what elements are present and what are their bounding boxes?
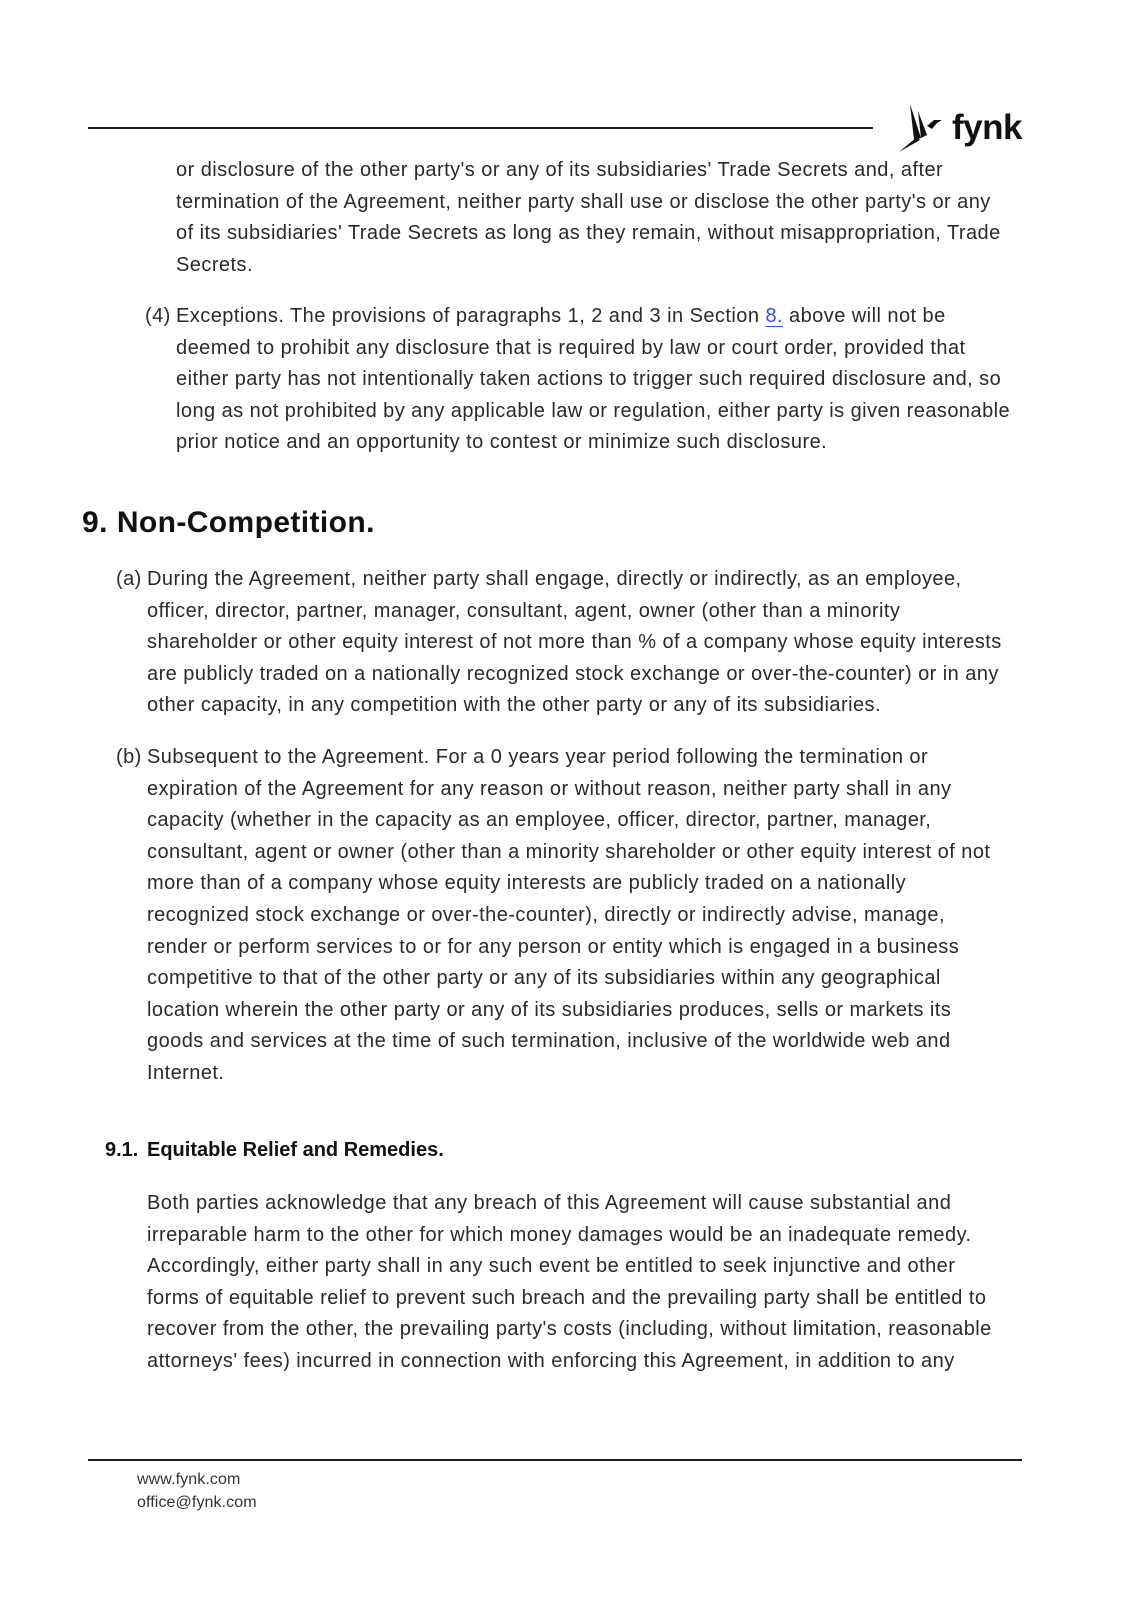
- paragraph-line: capacity (whether in the capacity as an employee, officer, director, partner, manager,: [147, 809, 932, 832]
- paragraph-line: recognized stock exchange or over-the-counter), directly or indirectly advise, manage,: [147, 903, 945, 926]
- paragraph-line: other capacity, in any competition with the other party or any of its subsidiaries.: [147, 694, 881, 717]
- paragraph-line: goods and services at the time of such termination, inclusive of the worldwide web and: [147, 1030, 951, 1053]
- subsection-title: Equitable Relief and Remedies.: [147, 1139, 444, 1161]
- paragraph-line: consultant, agent or owner (other than a minority shareholder or other equity interest of not: [147, 840, 991, 863]
- subsection-heading: [105, 1135, 605, 1167]
- section-8-link[interactable]: 8.: [765, 305, 784, 327]
- footer-rule: [88, 1459, 1022, 1461]
- footer-website-link[interactable]: www.fynk.com: [137, 1471, 241, 1488]
- section-heading: [82, 505, 375, 541]
- paragraph-line: officer, director, partner, manager, consultant, agent, owner (other than a minority: [147, 599, 901, 622]
- paragraph-line: location wherein the other party or any of its subsidiaries produces, sells or markets its: [147, 998, 952, 1021]
- paragraph-line: termination of the Agreement, neither party shall use or disclose the other party's or any: [176, 190, 991, 213]
- paragraph-line: of its subsidiaries' Trade Secrets as long as they remain, without misappropriation, Trade: [176, 222, 1001, 245]
- paragraph-line: either party has not intentionally taken actions to trigger such required disclosure and, so: [176, 368, 1002, 391]
- bird-logo-icon: [897, 102, 949, 154]
- paragraph-line: competitive to that of the other party or any of its subsidiaries within any geographical: [147, 967, 941, 990]
- footer: [137, 1468, 257, 1514]
- section-title: Non-Competition.: [116, 506, 375, 539]
- paragraph-line: expiration of the Agreement for any reason or without reason, neither party shall in any: [147, 777, 952, 800]
- paragraph-line: Secrets.: [176, 253, 253, 276]
- paragraph-line: long as not prohibited by any applicable law or regulation, either party is given reasonable: [176, 399, 1011, 422]
- paragraph-line: or disclosure of the other party's or any of its subsidiaries' Trade Secrets and, after: [176, 159, 944, 181]
- logo-wordmark: fynk: [952, 108, 1022, 147]
- clause-a: [116, 564, 1002, 722]
- header-rule: [88, 127, 873, 129]
- paragraph-line: forms of equitable relief to prevent such breach and the prevailing party shall be entitled to: [147, 1286, 987, 1309]
- paragraph-line: Both parties acknowledge that any breach of this Agreement will cause substantial and: [147, 1192, 952, 1214]
- paragraph-line: attorneys' fees) incurred in connection with enforcing this Agreement, in addition to any: [147, 1349, 955, 1372]
- section-number: 9.: [82, 506, 108, 539]
- subsection-paragraph: [147, 1188, 992, 1378]
- paragraph-line: deemed to prohibit any disclosure that is required by law or court order, provided that: [176, 336, 966, 359]
- paragraph-line: Accordingly, either party shall in any such event be entitled to seek injunctive and other: [147, 1255, 956, 1278]
- paragraph-line: more than of a company whose equity interests are publicly traded on a nationally: [147, 872, 907, 895]
- paragraph-line: Internet.: [147, 1061, 225, 1084]
- footer-email-link[interactable]: office@fynk.com: [137, 1494, 257, 1511]
- line-text: Exceptions. The provisions of paragraphs 1, 2 and 3 in Section: [176, 305, 766, 327]
- paragraph-line: irreparable harm to the other for which money damages would be an inadequate remedy.: [147, 1223, 972, 1246]
- paragraph-line: During the Agreement, neither party shall engage, directly or indirectly, as an employee,: [147, 568, 962, 590]
- paragraph-line: are publicly traded on a nationally recognized stock exchange or over-the-counter) or in any: [147, 662, 999, 685]
- continuation-paragraph: [176, 155, 1001, 281]
- clause-label: (4): [145, 305, 171, 327]
- paragraph-line: render or perform services to or for any person or entity which is engaged in a business: [147, 935, 960, 958]
- paragraph-line: prior notice and an opportunity to contest or minimize such disclosure.: [176, 431, 828, 454]
- clause-b: [116, 742, 990, 1090]
- paragraph-line: shareholder or other equity interest of not more than % of a company whose equity interests: [147, 631, 1002, 654]
- line-text: above will not be: [783, 305, 946, 327]
- clause-label: (b): [116, 746, 142, 768]
- paragraph-line: recover from the other, the prevailing party's costs (including, without limitation, reasonable: [147, 1318, 992, 1341]
- paragraph-line: [176, 301, 1010, 333]
- subsection-number: 9.1.: [105, 1139, 139, 1161]
- clause-label: (a): [116, 568, 142, 590]
- paragraph-line: Subsequent to the Agreement. For a 0 years year period following the termination or: [147, 746, 929, 768]
- exceptions-clause: [145, 301, 1010, 459]
